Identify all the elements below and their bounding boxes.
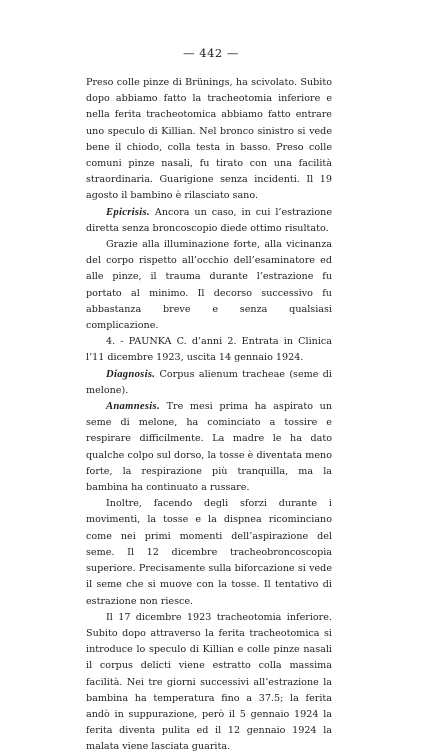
paragraph-symptoms: Inoltre, facendo degli sforzi durante i movimenti, la tosse e la dispnea ricominciano come nei primi momenti dell’aspirazione del seme. Il 12 dicembre tracheobroncoscopia superiore. Precisamente sulla biforcazione si vede il seme che si muove con la tosse. Il tentativo di estrazione non riesce. — [86, 498, 332, 607]
epicrisis-heading: Epicrisis. — [106, 206, 150, 218]
page-number: — 442 — — [183, 46, 239, 60]
paragraph-anamnesis — [86, 399, 332, 496]
paragraph-epicrisis — [86, 205, 332, 237]
paragraph-tracheotomy: Il 17 dicembre 1923 tracheotomia inferiore. Subito dopo attraverso la ferita tracheotomica si introduce lo speculo di Killian e colle pinze nasali il corpus delicti viene estratto colla massima facilità. Nei tre giorni successivi all’estrazione la bambina ha temperatura fino a 37.5; la ferita andò in suppurazione, però il 5 gennaio 1924 la ferita diventa pulita ed il 12 gennaio 1924 la malata viene lasciata guarita. — [86, 611, 332, 753]
paragraph-diagnosis — [86, 367, 332, 399]
body-text — [86, 75, 332, 756]
paragraph-case-4: 4. - PAUNKA C. d’anni 2. Entrata in Clinica l’11 dicembre 1923, uscita 14 gennaio 1924. — [86, 336, 332, 364]
diagnosis-text: Corpus alienum tracheae (seme di melone). — [86, 368, 332, 396]
anamnesis-text: Tre mesi prima ha aspirato un seme di melone, ha cominciato a tossire e respirare difficilmente. La madre le ha dato qualche colpo sul dorso, la tosse è diventata meno forte, la respirazione più tranquilla, ma la bambina ha continuato a russare. — [86, 401, 332, 494]
anamnesis-heading: Anamnesis. — [106, 401, 160, 413]
diagnosis-heading: Diagnosis. — [106, 368, 156, 380]
paragraph-trauma: Grazie alla illuminazione forte, alla vicinanza del corpo rispetto all’occhio dell’esaminatore ed alle pinze, il trauma durante l’estrazione fu portato al minimo. Il decorso successivo fu abbastanza breve e senza qualsiasi complicazione. — [86, 239, 332, 332]
paragraph-continuation: Preso colle pinze di Brünings, ha scivolato. Subito dopo abbiamo fatto la tracheotomia inferiore e nella ferita tracheotomica abbiamo fatto entrare uno speculo di Killian. Nel bronco sinistro si vede bene il chiodo, colla testa in basso. Preso colle comuni pinze nasali, fu tirato con una facilità straordinaria. Guarigione senza incidenti. Il 19 agosto il bambino è rilasciato sano. — [86, 77, 332, 202]
epicrisis-text: Ancora un caso, in cui l’estrazione diretta senza broncoscopio diede ottimo risultato. — [86, 206, 332, 234]
